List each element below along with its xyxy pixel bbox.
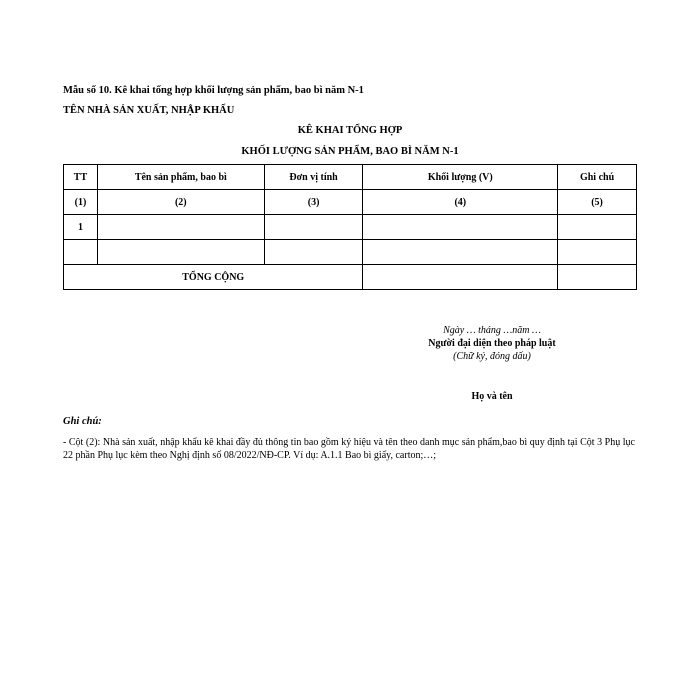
- table-cell: [363, 240, 558, 265]
- document-title: KÊ KHAI TỔNG HỢP: [297, 125, 403, 136]
- total-volume-cell: [363, 265, 558, 290]
- total-note-cell: [558, 265, 637, 290]
- column-number-cell: (2): [97, 190, 264, 215]
- table-cell: [363, 215, 558, 240]
- notes-text: - Cột (2): Nhà sản xuất, nhập khẩu kê khai đầy đủ thông tin bao gồm ký hiệu và tên theo danh mục sản phẩm,bao bì quy định tại Cột 3 Phụ lục 22 phần Phụ lục kèm theo Nghị định số 08/2022/NĐ-CP. Ví dụ: A.1.1 Bao bì giấy, carton;…;: [63, 437, 635, 461]
- header-cell-note: Ghi chú: [558, 165, 637, 190]
- header-cell-unit: Đơn vị tính: [264, 165, 363, 190]
- signature-note: (Chữ ký, đóng dấu): [453, 351, 531, 362]
- table-row: [64, 215, 637, 240]
- header-cell-volume: Khối lượng (V): [363, 165, 558, 190]
- header-cell-tt: TT: [64, 165, 98, 190]
- table-cell: [264, 215, 363, 240]
- table-row: [64, 240, 637, 265]
- form-code: Mẫu số 10. Kê khai tổng hợp khối lượng sản phẩm, bao bì năm N-1: [63, 85, 364, 96]
- column-number-cell: (3): [264, 190, 363, 215]
- table-cell: [64, 240, 98, 265]
- report-table: [63, 164, 637, 290]
- table-cell: [558, 215, 637, 240]
- signature-name-label: Họ và tên: [471, 391, 513, 402]
- signature-title: Người đại diện theo pháp luật: [428, 338, 556, 349]
- table-cell: [97, 215, 264, 240]
- table-cell: [97, 240, 264, 265]
- notes-title: Ghi chú:: [63, 416, 102, 427]
- column-number-cell: (1): [64, 190, 98, 215]
- table-cell: [264, 240, 363, 265]
- document-subtitle: KHỐI LƯỢNG SẢN PHẨM, BAO BÌ NĂM N-1: [241, 146, 459, 157]
- column-number-cell: (4): [363, 190, 558, 215]
- company-label: TÊN NHÀ SẢN XUẤT, NHẬP KHẨU: [63, 105, 235, 116]
- total-row: [64, 265, 637, 290]
- table-cell: 1: [64, 215, 98, 240]
- header-cell-product: Tên sản phẩm, bao bì: [97, 165, 264, 190]
- column-number-cell: (5): [558, 190, 637, 215]
- total-label: TỔNG CỘNG: [64, 265, 363, 290]
- signature-date: Ngày … tháng …năm …: [443, 325, 541, 336]
- header-row: [64, 165, 637, 190]
- column-number-row: [64, 190, 637, 215]
- table-cell: [558, 240, 637, 265]
